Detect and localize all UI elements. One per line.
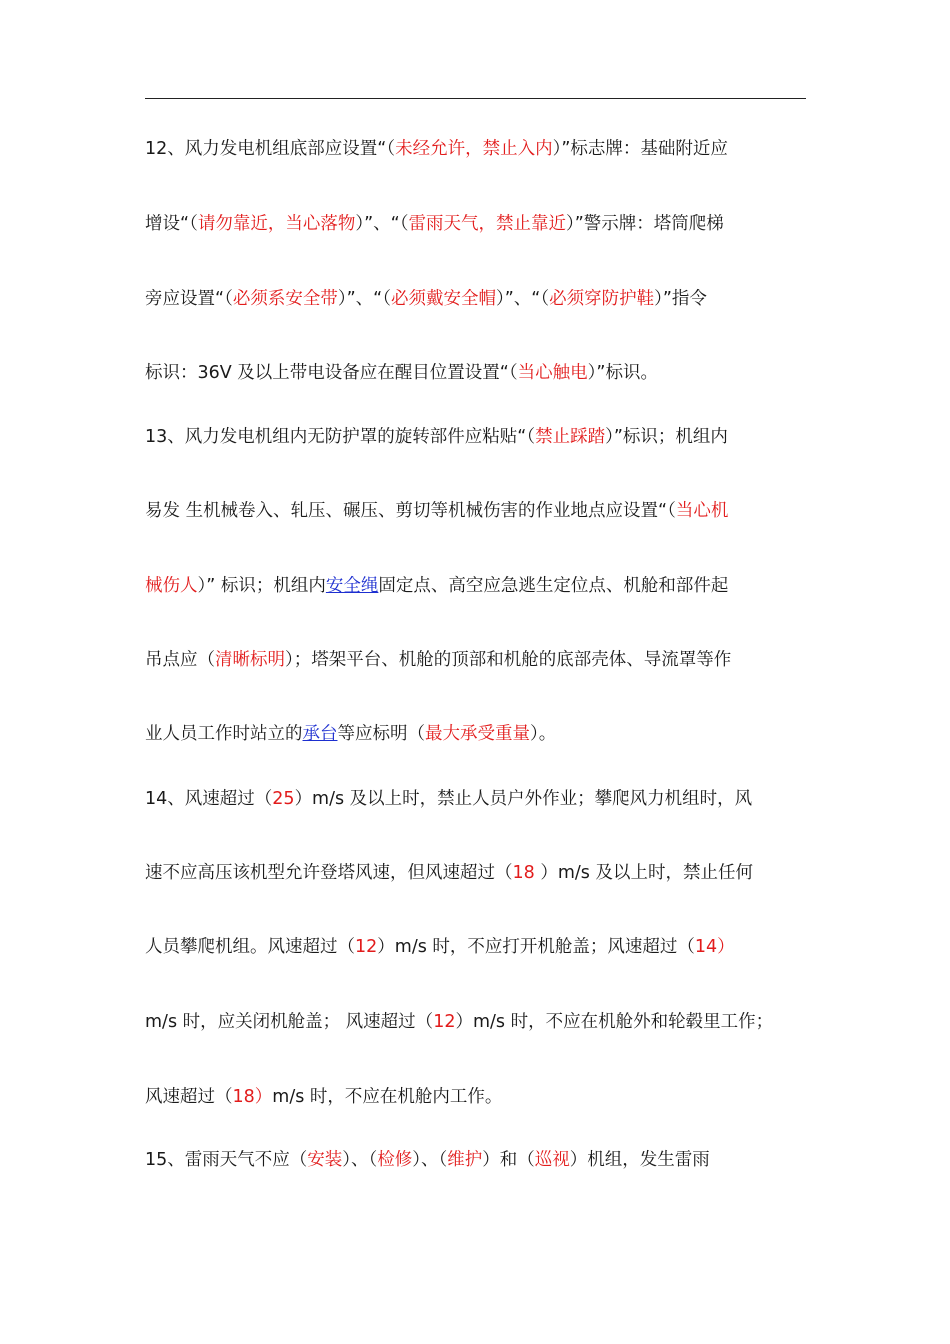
text-run: ）；塔架平台、机舱的顶部和机舱的底部壳体、导流罩等作 (285, 650, 732, 670)
text-line (145, 212, 845, 236)
answer-text: 请勿靠近，当心落物 (197, 214, 356, 234)
header-rule (145, 98, 806, 99)
text-run: 14、风速超过（ (145, 789, 273, 809)
text-run: ）。 (530, 724, 557, 744)
text-run: ）和（ (482, 1150, 535, 1170)
text-line (145, 361, 845, 385)
text-run: ）”、“（ (337, 289, 391, 309)
text-line (145, 425, 845, 449)
text-run: 等应标明（ (337, 724, 425, 744)
answer-text: 维护 (447, 1150, 483, 1170)
text-run: 业人员工作时站立的 (145, 724, 303, 744)
answer-text: 清晰标明 (215, 650, 285, 670)
text-run: 旁应设置“（ (145, 289, 233, 309)
text-line (145, 499, 845, 523)
text-run: ）”、“（ (355, 214, 409, 234)
answer-text: 12 (355, 937, 378, 957)
text-run: 人员攀爬机组。风速超过（ (145, 937, 355, 957)
text-run: 固定点、高空应急逃生定位点、机舱和部件起 (378, 576, 729, 596)
text-line (145, 1085, 845, 1109)
text-run: ）、（ (412, 1150, 448, 1170)
answer-text: 当心机 (675, 501, 729, 521)
text-line (145, 935, 845, 959)
text-line (145, 137, 845, 161)
answer-text: 械伤人 (145, 576, 198, 596)
text-run: ）”标识；机组内 (605, 427, 728, 447)
hyperlink[interactable]: 承台 (302, 724, 338, 744)
answer-text: 最大承受重量 (425, 724, 530, 744)
text-run: ）机组，发生雷雨 (569, 1150, 710, 1170)
answer-text: 禁止踩踏 (535, 427, 606, 447)
answer-text: 雷雨天气，禁止靠近 (408, 214, 566, 234)
text-run: 速不应高压该机型允许登塔风速，但风速超过（ (145, 863, 513, 883)
answer-text: 检修 (377, 1150, 413, 1170)
text-line (145, 648, 845, 672)
answer-text: 巡视 (534, 1150, 570, 1170)
text-run: 15、雷雨天气不应（ (145, 1150, 308, 1170)
text-run: m/s 时，不应在机舱内工作。 (272, 1087, 503, 1107)
answer-text: 18 (512, 863, 535, 883)
text-run: ）”、“（ (495, 289, 550, 309)
text-line (145, 861, 845, 885)
text-run: 12、风力发电机组底部应设置“（ (145, 139, 396, 159)
text-run: ）m/s 时，不应在机舱外和轮毂里工作； (455, 1012, 774, 1032)
text-run: ）、（ (342, 1150, 378, 1170)
text-line (145, 1148, 845, 1172)
text-run: ）”标志牌：基础附近应 (552, 139, 728, 159)
text-run: ）m/s 时，不应打开机舱盖；风速超过（ (377, 937, 695, 957)
text-run: 吊点应（ (145, 650, 215, 670)
answer-text: 必须系安全带 (232, 289, 338, 309)
text-line (145, 722, 845, 746)
text-run: 13、风力发电机组内无防护罩的旋转部件应粘贴“（ (145, 427, 536, 447)
text-run: ）m/s 及以上时，禁止人员户外作业；攀爬风力机组时，风 (294, 789, 753, 809)
answer-text: 12 (433, 1012, 456, 1032)
text-line (145, 787, 845, 811)
answer-text: 18） (232, 1087, 273, 1107)
answer-text: 必须穿防护鞋 (549, 289, 655, 309)
text-line (145, 287, 845, 311)
hyperlink[interactable]: 安全绳 (325, 576, 379, 596)
answer-text: 25 (272, 789, 295, 809)
text-line (145, 1010, 845, 1034)
text-run: 增设“（ (145, 214, 198, 234)
answer-text: 必须戴安全帽 (390, 289, 496, 309)
text-run: ）”指令 (654, 289, 707, 309)
answer-text: 当心触电 (517, 363, 588, 383)
answer-text: 安装 (307, 1150, 343, 1170)
text-run: 易发 生机械卷入、轧压、碾压、剪切等机械伤害的作业地点应设置“（ (145, 501, 676, 521)
answer-text: 14） (694, 937, 735, 957)
text-line (145, 574, 845, 598)
text-run: 风速超过（ (145, 1087, 233, 1107)
text-run: ）” 标识；机组内 (197, 576, 326, 596)
text-run: ）m/s 及以上时，禁止任何 (534, 863, 753, 883)
answer-text: 未经允许，禁止入内 (395, 139, 553, 159)
text-run: ）”标识。 (587, 363, 658, 383)
text-run: m/s 时，应关闭机舱盖； 风速超过（ (145, 1012, 434, 1032)
text-run: 标识：36V 及以上带电设备应在醒目位置设置“（ (145, 363, 518, 383)
text-run: ）”警示牌：塔筒爬梯 (565, 214, 724, 234)
